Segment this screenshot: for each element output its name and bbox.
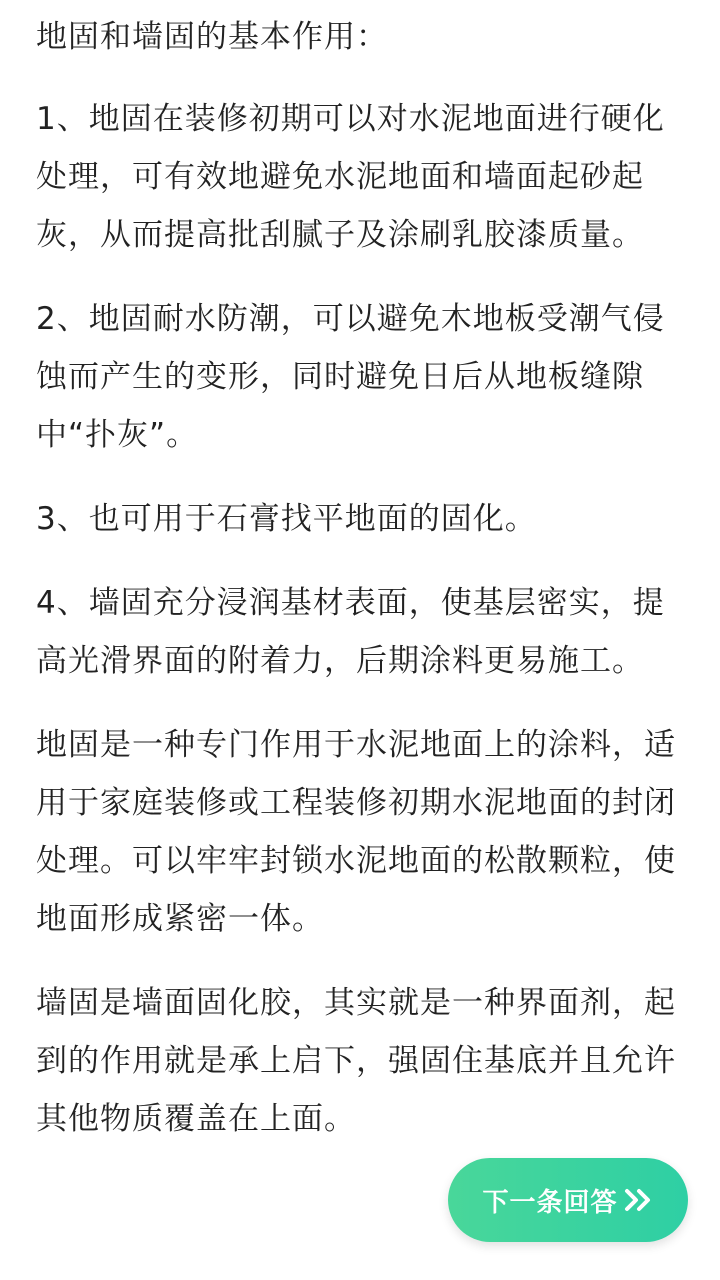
article-paragraph: 1、地固在装修初期可以对水泥地面进行硬化处理，可有效地避免水泥地面和墙面起砂起灰，从而提高批刮腻子及涂刷乳胶漆质量。	[36, 101, 665, 253]
article-paragraph: 地固是一种专门作用于水泥地面上的涂料，适用于家庭装修或工程装修初期水泥地面的封闭处理。可以牢牢封锁水泥地面的松散颗粒，使地面形成紧密一体。	[36, 727, 676, 937]
article-heading: 地固和墙固的基本作用：	[36, 19, 388, 55]
double-chevron-right-icon	[624, 1188, 654, 1212]
next-answer-label: 下一条回答	[482, 1187, 618, 1218]
next-answer-button[interactable]	[448, 1158, 688, 1242]
article-paragraph: 4、墙固充分浸润基材表面，使基层密实，提高光滑界面的附着力，后期涂料更易施工。	[36, 585, 665, 679]
article-paragraph: 3、也可用于石膏找平地面的固化。	[36, 501, 537, 537]
article-paragraph: 墙固是墙面固化胶，其实就是一种界面剂，起到的作用就是承上启下，强固住基底并且允许其他物质覆盖在上面。	[36, 985, 676, 1137]
article-paragraph: 2、地固耐水防潮，可以避免木地板受潮气侵蚀而产生的变形，同时避免日后从地板缝隙中“扑灰”。	[36, 301, 665, 453]
